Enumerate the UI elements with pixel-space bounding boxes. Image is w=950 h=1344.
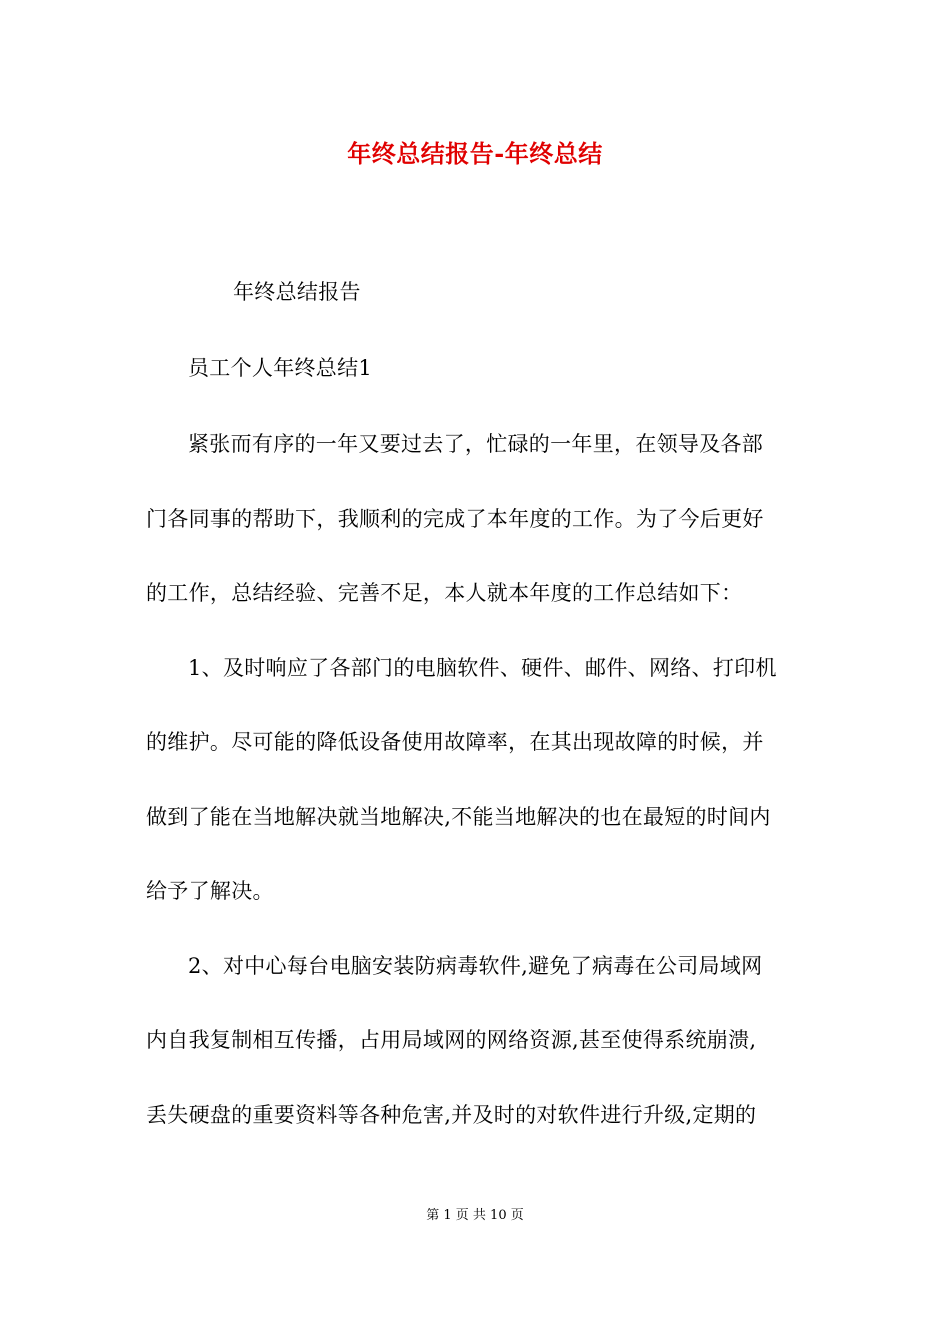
paragraph-line: 做到了能在当地解决就当地解决,不能当地解决的也在最短的时间内 xyxy=(146,805,771,829)
paragraph-line: 的工作，总结经验、完善不足，本人就本年度的工作总结如下： xyxy=(146,581,743,605)
paragraph-line: 内自我复制相互传播，占用局域网的网络资源,甚至使得系统崩溃, xyxy=(146,1028,757,1052)
paragraph-line: 丢失硬盘的重要资料等各种危害,并及时的对软件进行升级,定期的 xyxy=(146,1103,757,1127)
section-heading: 员工个人年终总结1 xyxy=(188,356,373,380)
paragraph-line: 门各同事的帮助下，我顺利的完成了本年度的工作。为了今后更好 xyxy=(146,507,764,531)
paragraph-line: 1、及时响应了各部门的电脑软件、硬件、邮件、网络、打印机 xyxy=(188,656,777,680)
paragraph-line: 2、对中心每台电脑安装防病毒软件,避免了病毒在公司局域网 xyxy=(188,954,763,978)
page-title: 年终总结报告-年终总结 xyxy=(347,139,603,168)
page-footer: 第 1 页 共 10 页 xyxy=(426,1208,524,1223)
paragraph-line: 给予了解决。 xyxy=(146,879,274,903)
paragraph-line: 的维护。尽可能的降低设备使用故障率，在其出现故障的时候，并 xyxy=(146,730,764,754)
subtitle: 年终总结报告 xyxy=(233,280,361,304)
paragraph-line: 紧张而有序的一年又要过去了，忙碌的一年里，在领导及各部 xyxy=(188,432,764,456)
